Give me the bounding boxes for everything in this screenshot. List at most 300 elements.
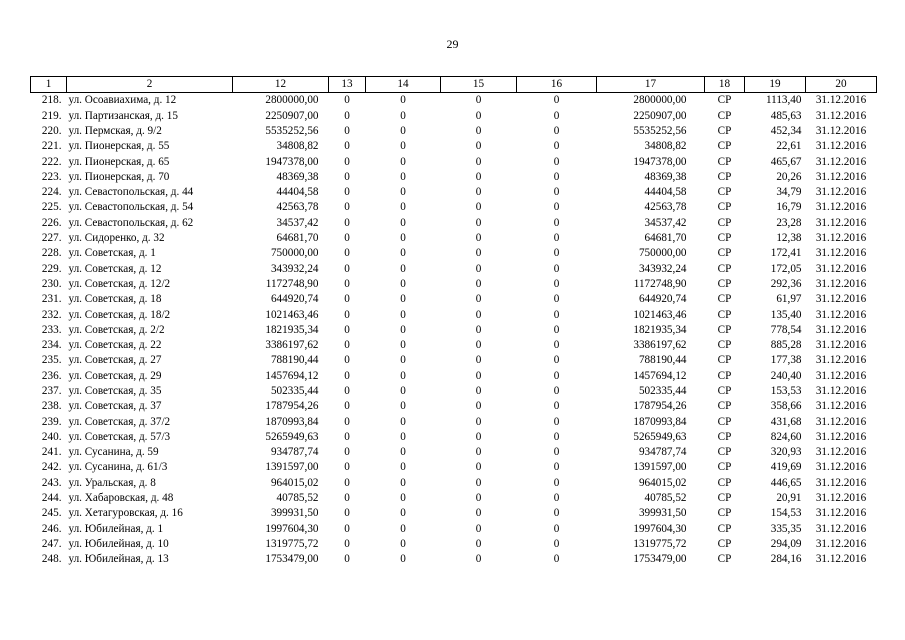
row-number: 228. — [41, 247, 62, 260]
value-col-13: 0 — [344, 400, 350, 413]
value-col-17: 750000,00 — [638, 247, 687, 260]
value-col-15: 0 — [475, 140, 482, 153]
value-col-14: 0 — [400, 262, 406, 275]
value-col-17: 1947378,00 — [633, 155, 687, 168]
value-col-13: 0 — [344, 109, 350, 122]
address: ул. Хабаровская, д. 48 — [68, 492, 174, 505]
value-col-14: 0 — [400, 446, 406, 459]
value-col-17: 644920,74 — [638, 293, 687, 306]
value-col-15: 0 — [475, 553, 482, 566]
code-col-18: СР — [717, 476, 732, 489]
address: ул. Хетагуровская, д. 16 — [68, 507, 183, 520]
value-col-15: 0 — [475, 354, 482, 367]
address: ул. Советская, д. 12/2 — [68, 277, 171, 290]
value-col-12: 44404,58 — [276, 186, 319, 199]
table-row — [31, 353, 877, 368]
table-row — [31, 292, 877, 307]
value-col-16: 0 — [553, 293, 560, 306]
table-row — [31, 322, 877, 337]
column-header: 16 — [517, 77, 597, 93]
code-col-18: СР — [717, 400, 732, 413]
row-number: 247. — [41, 537, 62, 550]
value-col-14: 0 — [400, 369, 406, 382]
value-col-14: 0 — [400, 201, 406, 214]
value-col-13: 0 — [344, 354, 350, 367]
code-col-18: СР — [717, 446, 732, 459]
table-row — [31, 215, 877, 230]
table-row — [31, 185, 877, 200]
value-col-19: 358,66 — [770, 400, 802, 413]
value-col-13: 0 — [344, 277, 350, 290]
value-col-13: 0 — [344, 140, 350, 153]
code-col-18: СР — [717, 339, 732, 352]
code-col-18: СР — [717, 262, 732, 275]
address: ул. Советская, д. 27 — [68, 354, 162, 367]
date-col-20: 31.12.2016 — [815, 430, 867, 443]
value-col-15: 0 — [475, 201, 482, 214]
value-col-14: 0 — [400, 522, 406, 535]
value-col-15: 0 — [475, 308, 482, 321]
value-col-13: 0 — [344, 476, 350, 489]
value-col-17: 1021463,46 — [633, 308, 687, 321]
value-col-19: 419,69 — [770, 461, 802, 474]
value-col-17: 1172748,90 — [633, 277, 687, 290]
code-col-18: СР — [717, 537, 732, 550]
address: ул. Пионерская, д. 70 — [68, 170, 170, 183]
code-col-18: СР — [717, 553, 732, 566]
address: ул. Сидоренко, д. 32 — [68, 232, 165, 245]
value-col-14: 0 — [400, 476, 406, 489]
table-row — [31, 460, 877, 475]
column-header: 14 — [366, 77, 441, 93]
value-col-19: 294,09 — [770, 537, 802, 550]
value-col-19: 1113,40 — [765, 94, 802, 107]
value-col-15: 0 — [475, 247, 482, 260]
table-row — [31, 108, 877, 123]
value-col-19: 172,41 — [770, 247, 802, 260]
address: ул. Советская, д. 29 — [68, 369, 162, 382]
value-col-17: 964015,02 — [638, 476, 687, 489]
value-col-15: 0 — [475, 507, 482, 520]
value-col-12: 1172748,90 — [265, 277, 319, 290]
code-col-18: СР — [717, 369, 732, 382]
value-col-19: 153,53 — [770, 384, 802, 397]
row-number: 222. — [41, 155, 62, 168]
value-col-13: 0 — [344, 124, 350, 137]
value-col-13: 0 — [344, 308, 350, 321]
table-row — [31, 307, 877, 322]
value-col-19: 135,40 — [770, 308, 802, 321]
value-col-14: 0 — [400, 308, 406, 321]
table-row — [31, 93, 877, 109]
value-col-16: 0 — [553, 216, 560, 229]
value-col-19: 20,26 — [776, 170, 802, 183]
value-col-14: 0 — [400, 384, 406, 397]
value-col-15: 0 — [475, 109, 482, 122]
address: ул. Советская, д. 18 — [68, 293, 162, 306]
value-col-19: 240,40 — [770, 369, 802, 382]
value-col-13: 0 — [344, 155, 350, 168]
table-row — [31, 231, 877, 246]
value-col-13: 0 — [344, 537, 350, 550]
date-col-20: 31.12.2016 — [815, 384, 867, 397]
value-col-12: 42563,78 — [276, 201, 319, 214]
table-body — [31, 93, 877, 568]
value-col-19: 61,97 — [776, 293, 802, 306]
row-number: 243. — [41, 476, 62, 489]
value-col-16: 0 — [553, 124, 560, 137]
value-col-17: 1457694,12 — [633, 369, 687, 382]
code-col-18: СР — [717, 201, 732, 214]
value-col-14: 0 — [400, 155, 406, 168]
value-col-14: 0 — [400, 170, 406, 183]
row-number: 226. — [41, 216, 62, 229]
date-col-20: 31.12.2016 — [815, 553, 867, 566]
value-col-16: 0 — [553, 400, 560, 413]
address: ул. Пермская, д. 9/2 — [68, 124, 162, 137]
table-row — [31, 139, 877, 154]
value-col-17: 5265949,63 — [633, 430, 687, 443]
value-col-12: 1021463,46 — [265, 308, 319, 321]
value-col-17: 34537,42 — [644, 216, 687, 229]
value-col-17: 2250907,00 — [633, 109, 687, 122]
date-col-20: 31.12.2016 — [815, 186, 867, 199]
value-col-19: 465,67 — [770, 155, 802, 168]
row-number: 225. — [41, 201, 62, 214]
value-col-16: 0 — [553, 277, 560, 290]
value-col-16: 0 — [553, 155, 560, 168]
value-col-15: 0 — [475, 446, 482, 459]
address: ул. Севастопольская, д. 62 — [68, 216, 194, 229]
value-col-15: 0 — [475, 216, 482, 229]
date-col-20: 31.12.2016 — [815, 522, 867, 535]
code-col-18: СР — [717, 522, 732, 535]
date-col-20: 31.12.2016 — [815, 140, 867, 153]
value-col-19: 885,28 — [770, 339, 802, 352]
date-col-20: 31.12.2016 — [815, 155, 867, 168]
date-col-20: 31.12.2016 — [815, 262, 867, 275]
table-row — [31, 154, 877, 169]
value-col-13: 0 — [344, 216, 350, 229]
value-col-16: 0 — [553, 232, 560, 245]
date-col-20: 31.12.2016 — [815, 277, 867, 290]
address: ул. Советская, д. 37/2 — [68, 415, 171, 428]
value-col-12: 5535252,56 — [265, 124, 319, 137]
value-col-12: 40785,52 — [276, 492, 319, 505]
date-col-20: 31.12.2016 — [815, 247, 867, 260]
value-col-14: 0 — [400, 216, 406, 229]
value-col-14: 0 — [400, 492, 406, 505]
value-col-12: 934787,74 — [270, 446, 319, 459]
value-col-14: 0 — [400, 537, 406, 550]
value-col-14: 0 — [400, 461, 406, 474]
date-col-20: 31.12.2016 — [815, 537, 867, 550]
table-row — [31, 491, 877, 506]
address: ул. Советская, д. 18/2 — [68, 308, 171, 321]
row-number: 229. — [41, 262, 62, 275]
value-col-19: 824,60 — [770, 430, 802, 443]
value-col-16: 0 — [553, 369, 560, 382]
row-number: 244. — [41, 492, 62, 505]
value-col-14: 0 — [400, 430, 406, 443]
table-row — [31, 338, 877, 353]
value-col-16: 0 — [553, 94, 560, 107]
row-number: 224. — [41, 186, 62, 199]
table-row — [31, 506, 877, 521]
code-col-18: СР — [717, 492, 732, 505]
address: ул. Юбилейная, д. 10 — [68, 537, 169, 550]
table-row — [31, 246, 877, 261]
column-header: 13 — [329, 77, 366, 93]
value-col-17: 34808,82 — [644, 140, 687, 153]
date-col-20: 31.12.2016 — [815, 476, 867, 489]
value-col-16: 0 — [553, 140, 560, 153]
value-col-16: 0 — [553, 201, 560, 214]
value-col-13: 0 — [344, 415, 350, 428]
address: ул. Юбилейная, д. 1 — [68, 522, 164, 535]
address: ул. Пионерская, д. 55 — [68, 140, 170, 153]
value-col-16: 0 — [553, 430, 560, 443]
value-col-12: 343932,24 — [270, 262, 319, 275]
value-col-12: 5265949,63 — [265, 430, 319, 443]
value-col-13: 0 — [344, 446, 350, 459]
date-col-20: 31.12.2016 — [815, 354, 867, 367]
code-col-18: СР — [717, 507, 732, 520]
value-col-17: 343932,24 — [638, 262, 687, 275]
table-header-row — [31, 77, 877, 93]
value-col-19: 335,35 — [770, 522, 802, 535]
value-col-17: 48369,38 — [644, 170, 687, 183]
date-col-20: 31.12.2016 — [815, 369, 867, 382]
value-col-19: 20,91 — [776, 492, 802, 505]
code-col-18: СР — [717, 94, 732, 107]
date-col-20: 31.12.2016 — [815, 293, 867, 306]
value-col-15: 0 — [475, 339, 482, 352]
value-col-15: 0 — [475, 94, 482, 107]
address: ул. Советская, д. 1 — [68, 247, 156, 260]
address: ул. Советская, д. 2/2 — [68, 323, 165, 336]
table-row — [31, 200, 877, 215]
row-number: 235. — [41, 354, 62, 367]
date-col-20: 31.12.2016 — [815, 124, 867, 137]
value-col-13: 0 — [344, 522, 350, 535]
value-col-12: 1787954,26 — [265, 400, 319, 413]
value-col-15: 0 — [475, 492, 482, 505]
value-col-17: 502335,44 — [638, 384, 687, 397]
value-col-12: 788190,44 — [270, 354, 319, 367]
value-col-19: 320,93 — [770, 446, 802, 459]
address: ул. Советская, д. 37 — [68, 400, 162, 413]
value-col-19: 431,68 — [770, 415, 802, 428]
page-number: 29 — [446, 37, 459, 51]
value-col-12: 750000,00 — [270, 247, 319, 260]
code-col-18: СР — [717, 170, 732, 183]
value-col-15: 0 — [475, 124, 482, 137]
value-col-14: 0 — [400, 323, 406, 336]
date-col-20: 31.12.2016 — [815, 339, 867, 352]
value-col-15: 0 — [475, 476, 482, 489]
code-col-18: СР — [717, 384, 732, 397]
row-number: 237. — [41, 384, 62, 397]
table-row — [31, 537, 877, 552]
value-col-17: 3386197,62 — [633, 339, 687, 352]
code-col-18: СР — [717, 415, 732, 428]
value-col-13: 0 — [344, 247, 350, 260]
code-col-18: СР — [717, 140, 732, 153]
address: ул. Партизанская, д. 15 — [68, 109, 178, 122]
value-col-17: 44404,58 — [644, 186, 687, 199]
value-col-14: 0 — [400, 109, 406, 122]
value-col-17: 5535252,56 — [633, 124, 687, 137]
date-col-20: 31.12.2016 — [815, 216, 867, 229]
date-col-20: 31.12.2016 — [815, 201, 867, 214]
date-col-20: 31.12.2016 — [815, 170, 867, 183]
value-col-19: 154,53 — [770, 507, 802, 520]
row-number: 242. — [41, 461, 62, 474]
value-col-14: 0 — [400, 232, 406, 245]
value-col-15: 0 — [475, 277, 482, 290]
value-col-15: 0 — [475, 461, 482, 474]
value-col-12: 964015,02 — [270, 476, 319, 489]
value-col-17: 64681,70 — [644, 232, 687, 245]
column-header: 19 — [745, 77, 806, 93]
address: ул. Юбилейная, д. 13 — [68, 553, 169, 566]
value-col-17: 1870993,84 — [633, 415, 687, 428]
value-col-14: 0 — [400, 277, 406, 290]
value-col-16: 0 — [553, 537, 560, 550]
value-col-19: 452,34 — [770, 124, 802, 137]
address: ул. Советская, д. 12 — [68, 262, 162, 275]
address: ул. Сусанина, д. 59 — [68, 446, 159, 459]
table-row — [31, 124, 877, 139]
code-col-18: СР — [717, 430, 732, 443]
value-col-12: 1319775,72 — [265, 537, 319, 550]
value-col-15: 0 — [475, 537, 482, 550]
value-col-16: 0 — [553, 476, 560, 489]
value-col-14: 0 — [400, 415, 406, 428]
register-table — [30, 76, 877, 567]
code-col-18: СР — [717, 277, 732, 290]
value-col-19: 34,79 — [776, 186, 802, 199]
value-col-14: 0 — [400, 553, 406, 566]
value-col-13: 0 — [344, 507, 350, 520]
address: ул. Сусанина, д. 61/3 — [68, 461, 168, 474]
row-number: 230. — [41, 277, 62, 290]
code-col-18: СР — [717, 461, 732, 474]
value-col-15: 0 — [475, 262, 482, 275]
value-col-13: 0 — [344, 293, 350, 306]
value-col-13: 0 — [344, 232, 350, 245]
table-row — [31, 552, 877, 567]
value-col-17: 1997604,30 — [633, 522, 687, 535]
row-number: 233. — [41, 323, 62, 336]
value-col-15: 0 — [475, 232, 482, 245]
code-col-18: СР — [717, 109, 732, 122]
value-col-17: 1787954,26 — [633, 400, 687, 413]
value-col-12: 2250907,00 — [265, 109, 319, 122]
code-col-18: СР — [717, 308, 732, 321]
value-col-16: 0 — [553, 461, 560, 474]
code-col-18: СР — [717, 232, 732, 245]
code-col-18: СР — [717, 293, 732, 306]
code-col-18: СР — [717, 124, 732, 137]
value-col-15: 0 — [475, 155, 482, 168]
value-col-13: 0 — [344, 323, 350, 336]
value-col-12: 1753479,00 — [265, 553, 319, 566]
row-number: 221. — [41, 140, 62, 153]
value-col-14: 0 — [400, 339, 406, 352]
address: ул. Советская, д. 35 — [68, 384, 162, 397]
value-col-13: 0 — [344, 339, 350, 352]
table-row — [31, 414, 877, 429]
value-col-14: 0 — [400, 354, 406, 367]
value-col-16: 0 — [553, 522, 560, 535]
value-col-13: 0 — [344, 201, 350, 214]
table-row — [31, 521, 877, 536]
table-row — [31, 368, 877, 383]
value-col-13: 0 — [344, 384, 350, 397]
value-col-16: 0 — [553, 323, 560, 336]
row-number: 227. — [41, 232, 62, 245]
date-col-20: 31.12.2016 — [815, 492, 867, 505]
table-row — [31, 445, 877, 460]
code-col-18: СР — [717, 323, 732, 336]
value-col-17: 934787,74 — [638, 446, 687, 459]
value-col-17: 2800000,00 — [633, 94, 687, 107]
value-col-14: 0 — [400, 507, 406, 520]
value-col-12: 1870993,84 — [265, 415, 319, 428]
column-header: 20 — [806, 77, 877, 93]
value-col-13: 0 — [344, 262, 350, 275]
value-col-16: 0 — [553, 492, 560, 505]
value-col-19: 177,38 — [770, 354, 802, 367]
table-row — [31, 169, 877, 184]
row-number: 240. — [41, 430, 62, 443]
column-header: 15 — [441, 77, 517, 93]
value-col-19: 22,61 — [776, 140, 802, 153]
date-col-20: 31.12.2016 — [815, 109, 867, 122]
row-number: 246. — [41, 522, 62, 535]
value-col-12: 1391597,00 — [265, 461, 319, 474]
value-col-16: 0 — [553, 446, 560, 459]
date-col-20: 31.12.2016 — [815, 94, 867, 107]
value-col-12: 34808,82 — [276, 140, 319, 153]
value-col-16: 0 — [553, 186, 560, 199]
value-col-19: 778,54 — [770, 323, 802, 336]
date-col-20: 31.12.2016 — [815, 232, 867, 245]
value-col-17: 399931,50 — [638, 507, 687, 520]
value-col-13: 0 — [344, 170, 350, 183]
value-col-15: 0 — [475, 323, 482, 336]
date-col-20: 31.12.2016 — [815, 400, 867, 413]
row-number: 238. — [41, 400, 62, 413]
value-col-16: 0 — [553, 109, 560, 122]
address: ул. Уральская, д. 8 — [68, 476, 156, 489]
table-row — [31, 399, 877, 414]
value-col-12: 644920,74 — [270, 293, 319, 306]
value-col-19: 172,05 — [770, 262, 802, 275]
value-col-13: 0 — [344, 430, 350, 443]
value-col-12: 48369,38 — [276, 170, 319, 183]
value-col-14: 0 — [400, 247, 406, 260]
value-col-16: 0 — [553, 308, 560, 321]
value-col-12: 64681,70 — [276, 232, 319, 245]
code-col-18: СР — [717, 216, 732, 229]
date-col-20: 31.12.2016 — [815, 323, 867, 336]
value-col-16: 0 — [553, 170, 560, 183]
value-col-16: 0 — [553, 354, 560, 367]
value-col-12: 34537,42 — [276, 216, 319, 229]
